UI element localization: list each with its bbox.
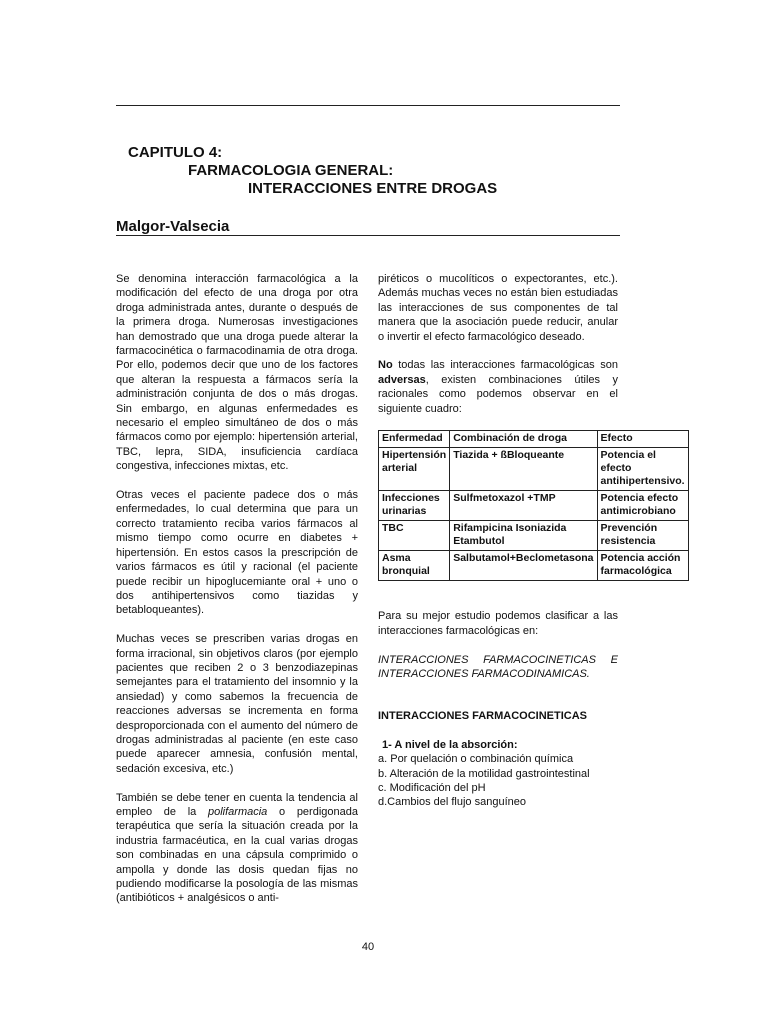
table-cell: Prevención resistencia [597,521,688,551]
bold-adversas: adversas [378,373,426,386]
table-row [379,491,689,521]
paragraph-polypharmacy [116,791,358,906]
section-title-pharmacokinetic: INTERACCIONES FARMACOCINETICAS [378,710,588,723]
table-cell: Infecciones urinarias [379,491,450,521]
not-all-text-after: , existen combinaciones útiles y racionales como podemos observar en el siguiente cuadro: [378,373,618,415]
table-cell: Hipertensión arterial [379,448,450,491]
table-header-row [379,431,689,448]
table-row [379,521,689,551]
author-rule [116,235,620,236]
left-column [116,272,358,906]
classification-types: INTERACCIONES FARMACOCINETICAS E INTERACCIONES FARMACODINAMICAS. [378,653,618,681]
table-header-cell: Efecto [597,431,688,448]
table-cell: TBC [379,521,450,551]
bold-no: No [378,359,393,372]
not-all-text: todas las interacciones farmacológicas son [398,359,618,372]
list-item: d.Cambios del flujo sanguíneo [378,796,526,809]
polypharmacy-text-before: También se debe tener en cuenta la tendencia al empleo de la [116,791,358,818]
chapter-label: CAPITULO 4: [128,144,223,161]
chapter-title-line2: INTERACCIONES ENTRE DROGAS [248,180,498,197]
list-item: c. Modificación del pH [378,782,486,795]
page-number: 40 [361,941,375,953]
table-cell: Sulfmetoxazol +TMP [450,491,597,521]
table-cell: Potencia el efecto antihipertensivo. [597,448,688,491]
table-cell: Rifampicina Isoniazida Etambutol [450,521,597,551]
paragraph-not-all-adverse [378,358,618,416]
drug-combination-table [378,430,689,581]
table-row [379,448,689,491]
paragraph-classification: Para su mejor estudio podemos clasificar a las interacciones farmacológicas en: [378,610,618,637]
table-cell: Potencia acción farmacológica [597,551,688,581]
paragraph-combination-risks: piréticos o mucolíticos o expectorantes, etc.). Además muchas veces no están bien estudiadas las interacciones de sus componentes de tal manera que la asociación puede reducir, anular o invertir el efecto farmacológico deseado. [378,273,618,343]
paragraph-irrational-prescription: Muchas veces se prescriben varias drogas en forma irracional, sin objetivos claros (por ejemplo pacientes que reciben 2 o 3 benzodiazepinas semejantes para el tratamiento del insomnio y la ansiedad) y como sabemos la frecuencia de reacciones adversas se incrementa en forma desproporcionada con el aumento del número de drogas administradas al paciente (en este caso puede aparecer amnesia, confusión mental, sedación excesiva, etc.) [116,633,358,775]
author-name: Malgor-Valsecia [116,218,230,235]
polypharmacy-term: polifarmacia [207,805,268,818]
paragraph-interaction-definition: Se denomina interacción farmacológica a la modificación del efecto de una droga por otra droga administrada antes, durante o después de la primera droga. Numerosas investigaciones han demostrado que una droga puede alterar la farmacocinética o farmacodinamia de otra droga. Por ello, podemos decir que uno de los factores que alteran la respuesta a fármacos sería la administración conjunta de dos o más drogas. Sin embargo, en algunas enfermedades es necesario el empleo simultáneo de dos o más fármacos como por ejemplo: hipertensión arterial, TBC, lepra, SIDA, insuficiencia cardíaca congestiva, infecciones mixtas, etc. [116,273,358,473]
table-cell: Potencia efecto antimicrobiano [597,491,688,521]
right-column [378,272,685,810]
top-rule [116,105,620,106]
table-cell: Tiazida + ßBloqueante [450,448,597,491]
subsection-absorption: 1- A nivel de la absorción: [382,738,518,751]
table-cell: Salbutamol+Beclometasona [450,551,597,581]
table-cell: Asma bronquial [379,551,450,581]
table-header-cell: Enfermedad [379,431,450,448]
table-header-cell: Combinación de droga [450,431,597,448]
list-item: a. Por quelación o combinación química [378,753,574,766]
chapter-title-line1: FARMACOLOGIA GENERAL: [188,162,394,179]
list-item: b. Alteración de la motilidad gastrointestinal [378,767,590,780]
paragraph-multiple-diseases: Otras veces el paciente padece dos o más enfermedades, lo cual determina que para un correcto tratamiento reciba varios fármacos al mismo tiempo como ocurre en diabetes + hipertensión. En estos casos la prescripción de varios fármacos es útil y racional (el paciente puede recibir un hipoglucemiante oral + uno o dos antihipertensivos como tiazidas y betabloqueantes). [116,489,358,617]
table-row [379,551,689,581]
polypharmacy-text-after: o perdigonada terapéutica que sería la situación creada por la industria farmacéutica, en la cual varias drogas son combinadas en una cápsula comprimido o ampolla y donde las dosis quedan fijas no pudiendo modificarse la posología de las mismas (antibióticos + analgésicos o anti- [116,805,358,905]
